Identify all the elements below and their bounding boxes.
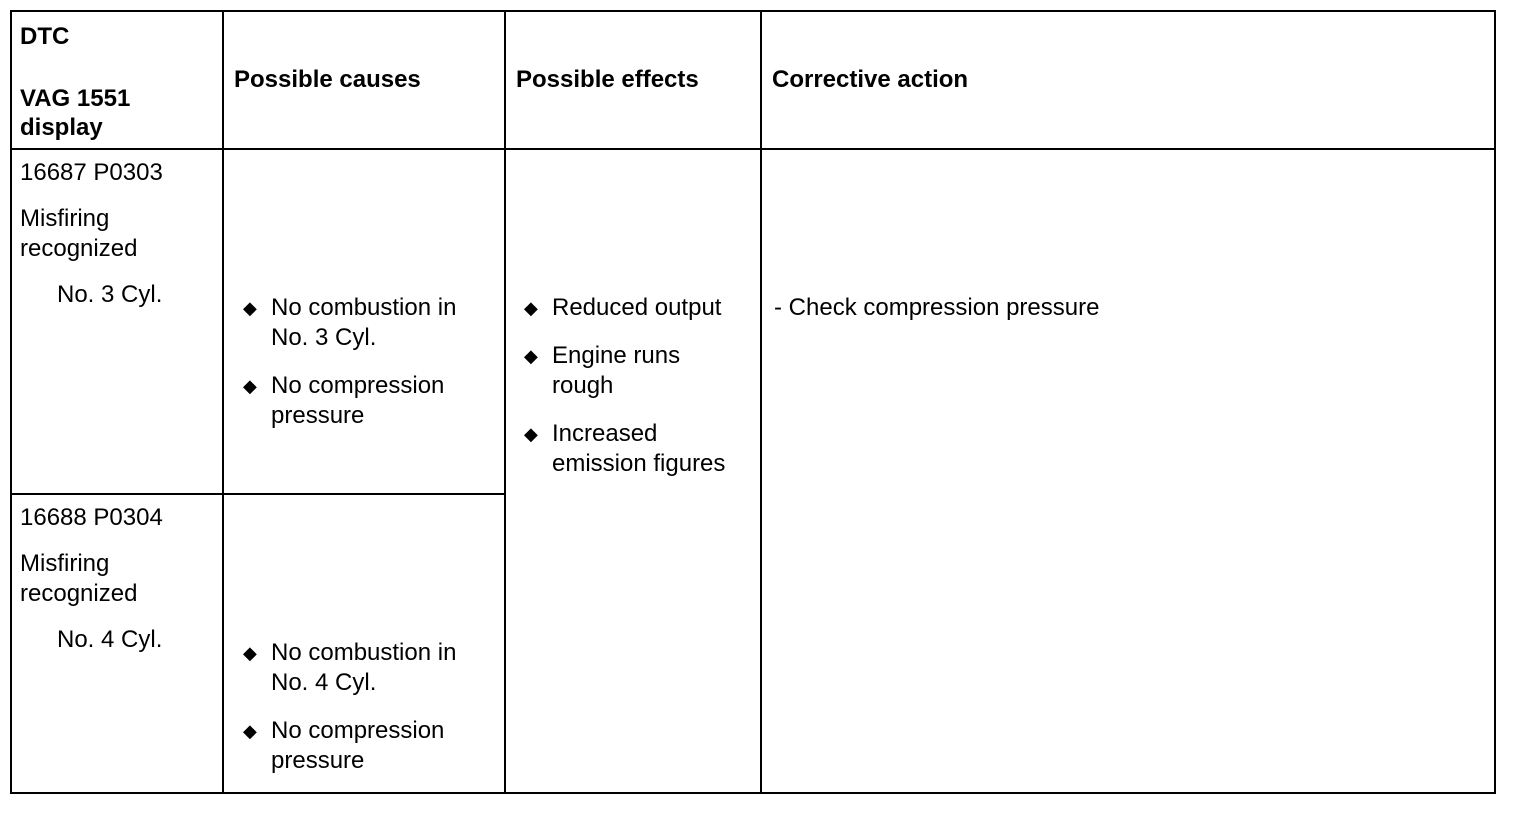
list-item: [506, 419, 760, 479]
cause-text: pressure: [271, 747, 365, 774]
dtc-desc: Misfiring: [20, 550, 110, 577]
list-item: [224, 371, 504, 431]
dtc-table: [10, 10, 1496, 794]
header-dtc: [12, 12, 224, 150]
effect-text: Increased: [552, 420, 658, 447]
cause-text: No combustion in: [271, 294, 457, 321]
effect-text: Reduced output: [552, 294, 722, 321]
cause-text: No. 4 Cyl.: [271, 669, 377, 696]
cause-text: No compression: [271, 717, 445, 744]
cause-text: No. 3 Cyl.: [271, 324, 377, 351]
cause-text: No compression: [271, 372, 445, 399]
header-action: [762, 12, 1494, 150]
bullet-icon: ◆: [524, 298, 538, 318]
dtc-code: 16688 P0304: [20, 504, 163, 531]
bullet-icon: ◆: [243, 721, 257, 741]
dtc-code: 16687 P0303: [20, 159, 163, 186]
bullet-icon: ◆: [524, 424, 538, 444]
effect-text: Engine runs: [552, 342, 681, 369]
causes-cell-row1: [224, 150, 506, 495]
header-causes-label: Possible causes: [234, 66, 421, 93]
list-item: [506, 293, 760, 323]
bullet-icon: ◆: [524, 346, 538, 366]
dtc-cylinder: No. 4 Cyl.: [57, 626, 163, 653]
bullet-icon: ◆: [243, 376, 257, 396]
causes-cell-row2: [224, 495, 506, 792]
dtc-desc: recognized: [20, 235, 138, 262]
dtc-cell-row1: [12, 150, 224, 495]
header-dtc-line1: DTC: [20, 23, 70, 50]
cause-text: pressure: [271, 402, 365, 429]
action-cell: [762, 150, 1494, 792]
header-effects: [506, 12, 762, 150]
header-dtc-line3: display: [20, 114, 103, 141]
effect-text: emission figures: [552, 450, 726, 477]
header-effects-label: Possible effects: [516, 66, 699, 93]
dtc-cylinder: No. 3 Cyl.: [57, 281, 163, 308]
effect-text: rough: [552, 372, 614, 399]
bullet-icon: ◆: [243, 298, 257, 318]
dtc-cell-row2: [12, 495, 224, 792]
dtc-desc: recognized: [20, 580, 138, 607]
header-causes: [224, 12, 506, 150]
header-action-label: Corrective action: [772, 66, 969, 93]
bullet-icon: ◆: [243, 643, 257, 663]
action-text: - Check compression pressure: [774, 294, 1100, 321]
dtc-desc: Misfiring: [20, 205, 110, 232]
list-item: [224, 638, 504, 698]
effects-cell: [506, 150, 762, 792]
cause-text: No combustion in: [271, 639, 457, 666]
list-item: [506, 341, 760, 401]
header-dtc-line2: VAG 1551: [20, 85, 131, 112]
list-item: [224, 293, 504, 353]
list-item: [224, 716, 504, 776]
